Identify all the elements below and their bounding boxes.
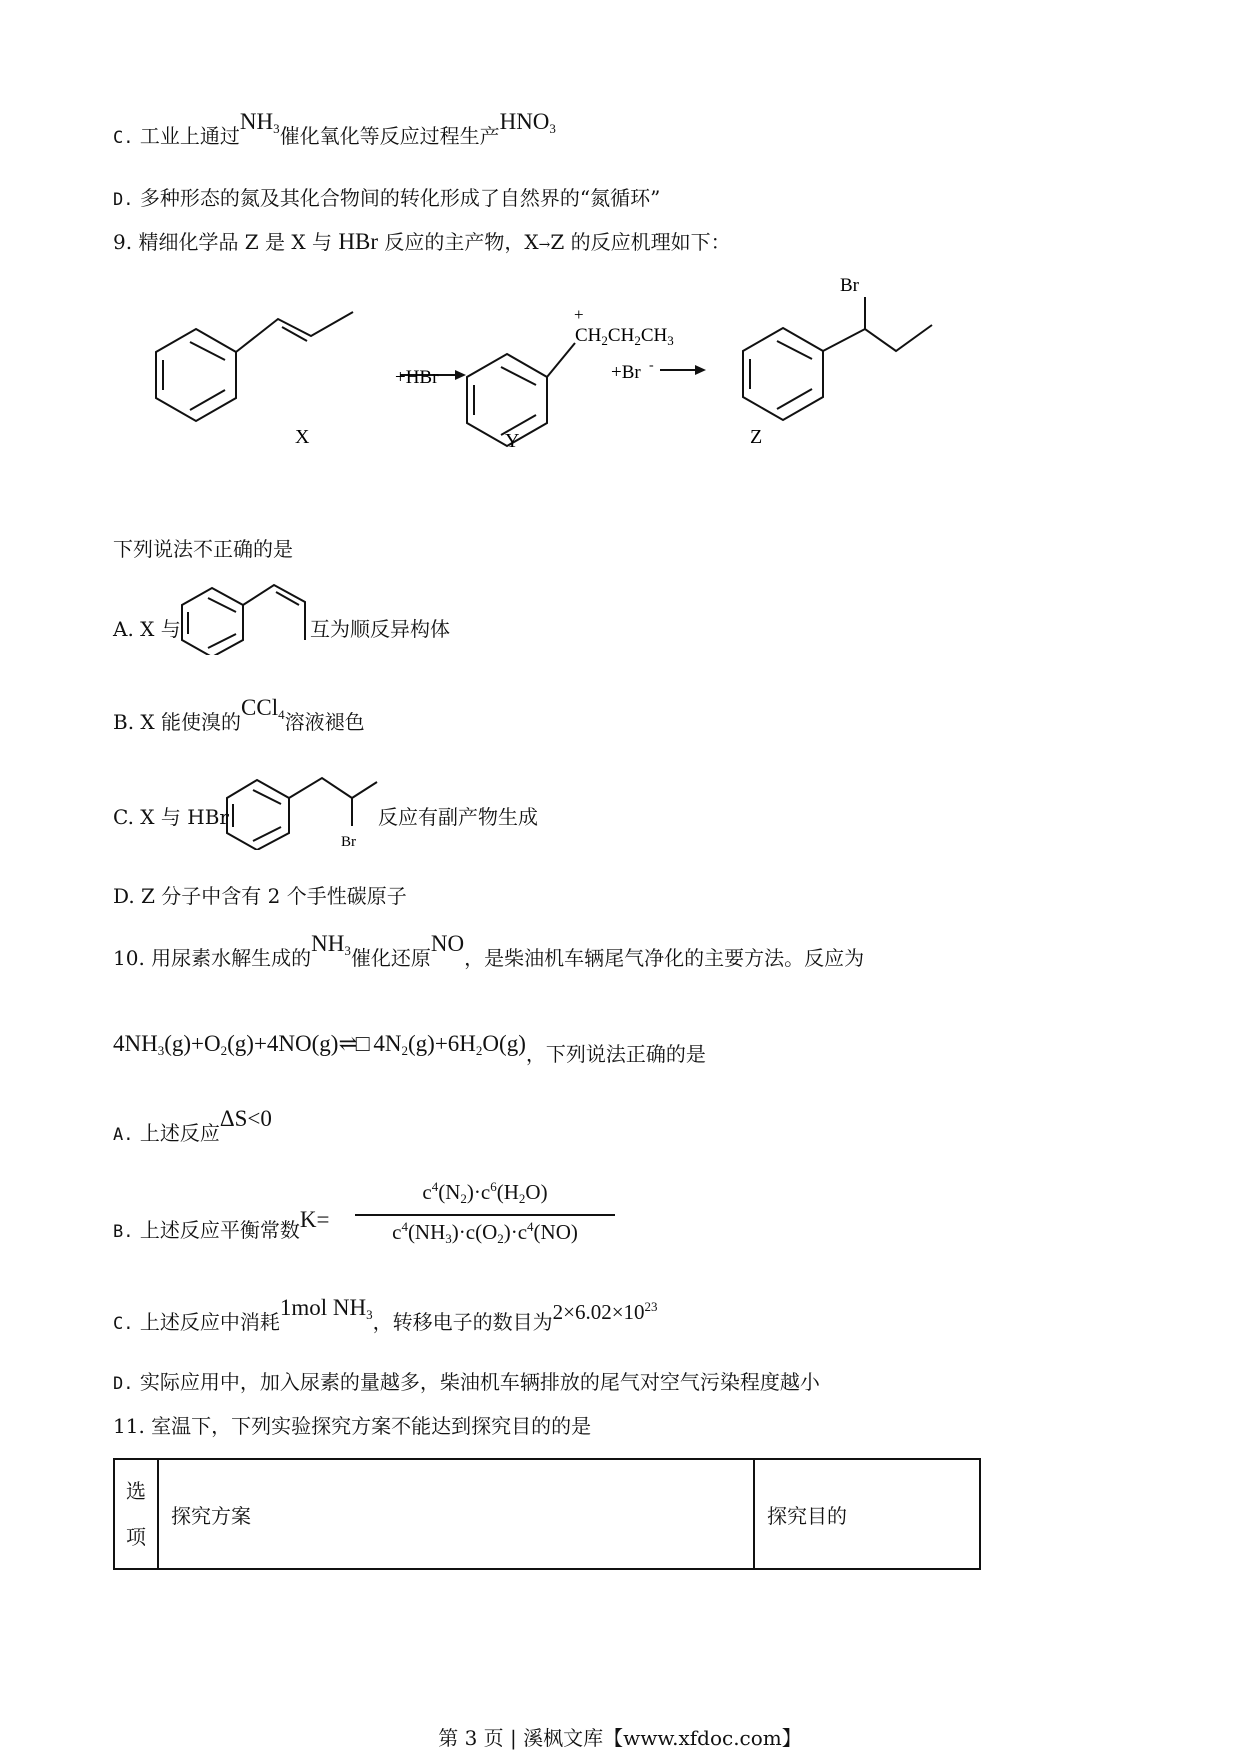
option-label: A.	[113, 1125, 134, 1145]
cation-charge: +	[574, 305, 584, 324]
q11-stem: 11. 室温下，下列实验探究方案不能达到探究目的的是	[113, 1414, 592, 1438]
option-text: 催化氧化等反应过程生产	[279, 124, 500, 148]
option-text: 上述反应平衡常数	[139, 1218, 300, 1242]
formula-nh3: $NH_3$	[239, 109, 280, 136]
reagent-hbr: +HBr	[395, 367, 439, 388]
option-label: B.	[113, 1222, 134, 1242]
header-text: 选	[126, 1479, 146, 1503]
stem-text: ，是柴油机车辆尾气净化的主要方法。反应为	[464, 946, 865, 970]
stem-text: 10. 用尿素水解生成的	[113, 946, 312, 970]
k-symbol: K=	[299, 1207, 330, 1232]
q9-option-c-text2: 反应有副产物生成	[378, 805, 538, 829]
q10-option-a	[113, 1106, 272, 1147]
formula-ccl4: CCl$_4$	[241, 695, 285, 722]
electron-count	[553, 1300, 658, 1324]
fraction-bar	[355, 1214, 615, 1216]
formula-1mol-nh3: 1mol $NH_3$	[279, 1295, 373, 1322]
q9-option-a-text2: 互为顺反异构体	[310, 617, 450, 641]
label-x: X	[295, 426, 310, 448]
option-text: ，转移电子的数目为	[372, 1310, 553, 1334]
table-header-row	[114, 1459, 980, 1569]
reagent-br: +Br	[611, 362, 641, 383]
bromine-label: Br	[840, 275, 859, 296]
markovnikov-byproduct-structure	[225, 760, 385, 850]
header-plan: 探究方案	[158, 1459, 754, 1569]
bromine-label: Br	[341, 834, 356, 850]
amount: 1mol	[279, 1295, 328, 1320]
page-footer: 第 3 页 | 溪枫文库【www.xfdoc.com】	[438, 1726, 802, 1750]
q10-option-c	[113, 1295, 658, 1336]
option-label: D.	[113, 190, 134, 210]
option-text: 溶液褪色	[284, 710, 365, 734]
q10-stem-line2	[113, 1031, 706, 1066]
option-text: 上述反应	[139, 1121, 220, 1145]
label-z: Z	[750, 426, 763, 448]
q9-option-a-text: A. X 与	[113, 617, 181, 641]
k-denominator: $c^4(NH_3)\cdot c(O_2)\cdot c^4(NO)$	[392, 1219, 578, 1246]
q9-prompt: 下列说法不正确的是	[113, 537, 293, 561]
formula-no: NO	[430, 931, 465, 956]
q10-option-d	[113, 1370, 820, 1396]
arrow-symbol: →	[538, 237, 551, 253]
q10-stem-line1	[113, 931, 865, 970]
q9-stem	[113, 230, 731, 257]
bromide-charge: -	[649, 358, 654, 373]
option-text: 多种形态的氮及其化合物间的转化形成了自然界的“氮循环”	[139, 186, 661, 210]
reaction-equation: $4NH_3(g)+O_2(g)+4NO(g)\rightleftharpoons□$ $4N_2(g)+6H_2O(g)$	[113, 1031, 526, 1058]
q11-table	[113, 1458, 981, 1570]
option-label: C.	[113, 1314, 134, 1334]
formula-hbr: HBr	[338, 229, 378, 254]
option-label: C.	[113, 128, 134, 148]
option-text: B. X 能使溴的	[113, 710, 242, 734]
number-exponent: 23	[644, 1299, 658, 1314]
q8-option-d	[113, 186, 660, 212]
option-text: 上述反应中消耗	[139, 1310, 280, 1334]
stem-text: Z 的反应机理如下：	[550, 230, 731, 254]
formula-hno3: $HNO_3$	[499, 109, 556, 136]
option-label: D.	[113, 1374, 134, 1394]
number-base: 2×6.02×10	[552, 1300, 645, 1324]
q9-option-c-text: C. X 与 HBr	[113, 805, 229, 829]
stem-text: ，下列说法正确的是	[525, 1042, 706, 1066]
header-option	[114, 1459, 158, 1569]
stem-text: 催化还原	[350, 946, 431, 970]
formula-delta-s: ΔS<0	[219, 1106, 272, 1131]
stem-text: 9. 精细化学品 Z 是 X 与	[113, 230, 333, 254]
header-text: 项	[126, 1525, 146, 1549]
cation-chain: $CH_2CH_2CH_3$	[575, 325, 674, 348]
q9-option-d: D. Z 分子中含有 2 个手性碳原子	[113, 884, 407, 908]
header-purpose: 探究目的	[754, 1459, 980, 1569]
q10-option-b	[113, 1207, 330, 1244]
option-text: 工业上通过	[139, 124, 240, 148]
label-y: Y	[505, 430, 520, 452]
q8-option-c	[113, 109, 556, 150]
k-numerator: $c^4(N_2)\cdot c^6(H_2O)$	[422, 1179, 548, 1206]
reaction-scheme	[100, 265, 980, 465]
stem-text: 反应的主产物，X	[384, 230, 539, 254]
option-text: 实际应用中，加入尿素的量越多，柴油机车辆排放的尾气对空气污染程度越小	[139, 1370, 820, 1394]
cis-isomer-structure	[178, 580, 313, 655]
formula-nh3: $NH_3$	[311, 931, 351, 958]
q9-option-b	[113, 695, 365, 734]
